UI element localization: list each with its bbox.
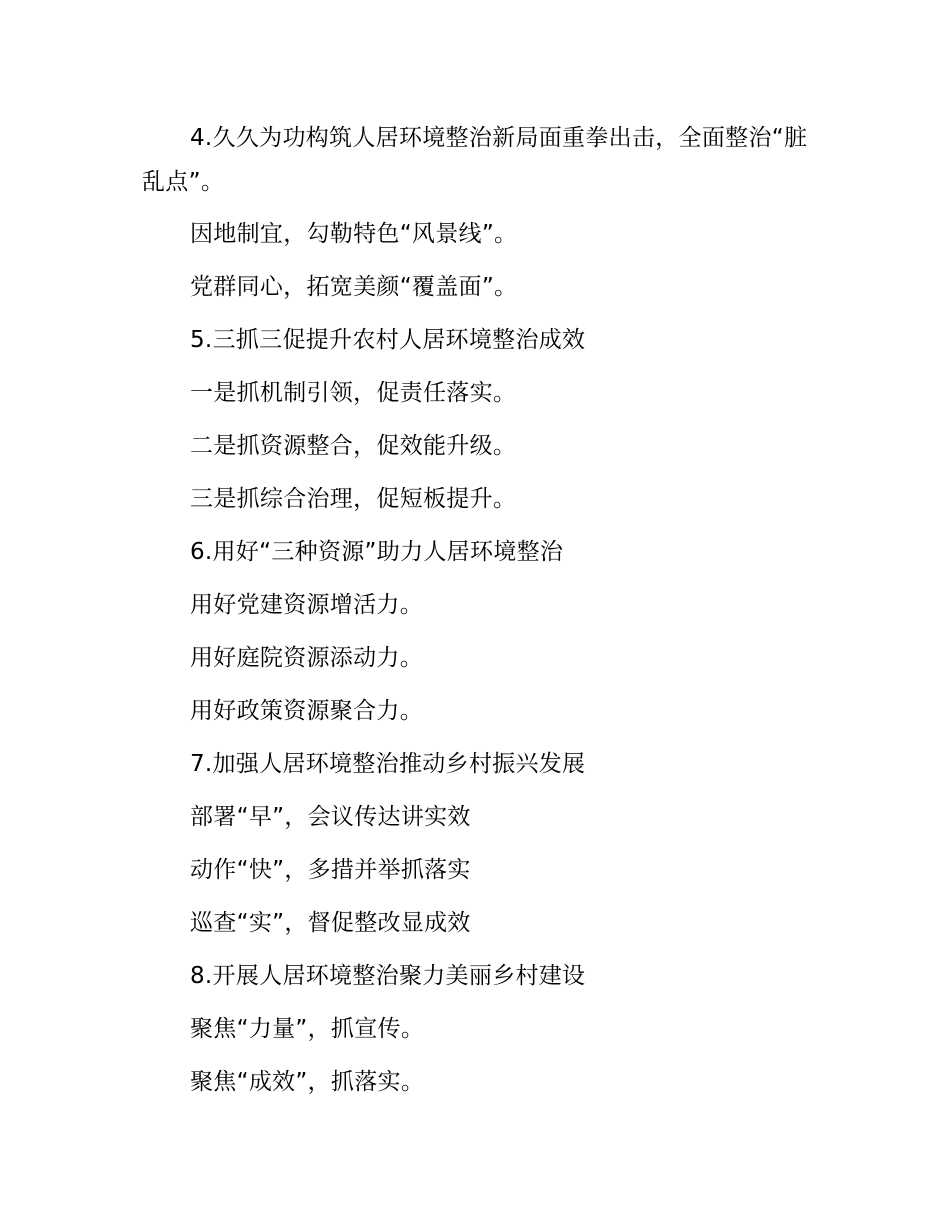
paragraph-text: 用好政策资源聚合力。: [190, 698, 423, 724]
paragraph-text: 二是抓资源整合，促效能升级。: [190, 433, 517, 459]
paragraph-6-heading: 6.用好“三种资源”助力人居环境整治: [190, 539, 564, 565]
paragraph-text: 聚焦“力量”，抓宣传。: [190, 1016, 425, 1042]
paragraph-text: 党群同心，拓宽美颜“覆盖面”。: [190, 274, 518, 300]
paragraph-7-heading: 7.加强人居环境整治推动乡村振兴发展: [190, 751, 586, 777]
paragraph-4-heading: 4.久久为功构筑人居环境整治新局面重拳出击，全面整治“脏乱点”。: [142, 125, 808, 195]
paragraph-text: 部署“早”，会议传达讲实效: [190, 804, 471, 830]
paragraph-text: 用好党建资源增活力。: [190, 592, 423, 618]
paragraph-text: 用好庭院资源添动力。: [190, 645, 423, 671]
paragraph-text: 巡查“实”，督促整改显成效: [190, 910, 471, 936]
paragraph-text: 动作“快”，多措并举抓落实: [190, 857, 471, 883]
paragraph-text: 一是抓机制引领，促责任落实。: [190, 380, 517, 406]
paragraph-text: 聚焦“成效”，抓落实。: [190, 1069, 425, 1095]
paragraph-5-heading: 5.三抓三促提升农村人居环境整治成效: [190, 327, 586, 353]
paragraph-text: 三是抓综合治理，促短板提升。: [190, 486, 517, 512]
paragraph-8-heading: 8.开展人居环境整治聚力美丽乡村建设: [190, 963, 586, 989]
paragraph-text: 因地制宜，勾勒特色“风景线”。: [190, 221, 518, 247]
